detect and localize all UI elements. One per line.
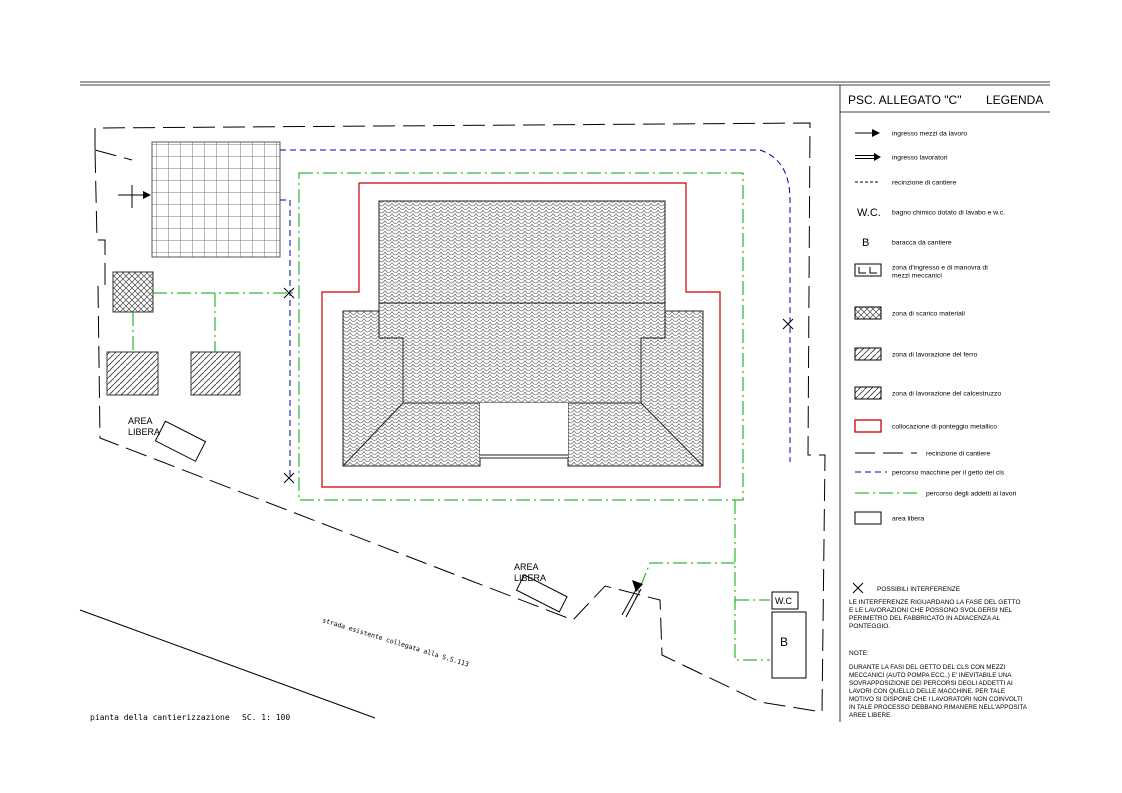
interference-cross-icon xyxy=(284,473,294,483)
free-area xyxy=(155,421,205,461)
legend-item xyxy=(855,131,967,138)
legend-item xyxy=(855,420,997,432)
legend-label: percorso degli addetti ai lavori xyxy=(926,490,1017,498)
legend-item xyxy=(862,237,952,249)
plan-scale: SC. 1: 100 xyxy=(242,713,291,722)
building-roof xyxy=(343,201,703,466)
note-line: AREE LIBERE. xyxy=(849,712,893,719)
note-line: MOTIVO SI DISPONE CHE I LAVORATORI NON COINVOLTI xyxy=(849,696,1023,703)
site-hut-label: B xyxy=(780,635,789,649)
road-label: strada esistente collegata alla S.S.113 xyxy=(321,616,470,669)
interference-line: PONTEGGIO. xyxy=(849,623,891,630)
cross-hatch-icon xyxy=(855,307,881,319)
free-area-label: LIBERA xyxy=(128,427,161,437)
legend-item xyxy=(855,451,990,458)
interference-note xyxy=(849,583,1021,630)
interference-line: LE INTERFERENZE RIGUARDANO LA FASE DEL GETTO xyxy=(849,599,1021,606)
legend-label: collocazione di ponteggio metallico xyxy=(892,423,998,431)
legend-label: zona d'ingresso e di manovra di xyxy=(892,264,988,272)
interference-title: POSSIBILI INTERFERENZE xyxy=(877,586,961,593)
legend-label: zona di lavorazione del ferro xyxy=(892,351,978,359)
legend xyxy=(855,131,1017,525)
free-area-icon xyxy=(855,512,881,524)
scaffolding-icon xyxy=(855,420,881,432)
plan-caption: pianta della cantierizzazione xyxy=(90,713,230,722)
interference-line: PERIMETRO DEL FABBRICATO IN ADIACENZA AL xyxy=(849,615,1001,622)
entry-manoeuvre-zone xyxy=(152,142,280,257)
legend-item xyxy=(855,348,978,360)
note-line: LAVORI CON QUELLO DELLE MACCHINE. PER TALE xyxy=(849,688,1006,695)
legend-label: zona di scarico materiali xyxy=(892,310,965,318)
legend-item xyxy=(855,470,1005,477)
legend-label: area libera xyxy=(892,515,925,523)
double-arrow-icon xyxy=(855,153,881,161)
concrete-machine-path xyxy=(280,200,290,480)
site-hut xyxy=(772,612,806,678)
interference-cross-icon xyxy=(783,319,793,329)
legend-item xyxy=(855,387,1001,399)
legend-label: baracca da cantiere xyxy=(892,239,952,247)
worker-entry-arrow-icon xyxy=(622,580,643,617)
interference-line: E LE LAVORAZIONI CHE POSSONO SVOLGERSI NEL xyxy=(849,607,1013,614)
free-area-label: LIBERA xyxy=(514,573,547,583)
legend-item xyxy=(855,491,1017,498)
note-line: SOVRAPPOSIZIONE DEI PERCORSI DEGLI ADDETTI AI xyxy=(849,680,1013,687)
interference-cross-icon xyxy=(853,583,863,593)
note-line: IN TALE PROCESSO DEBBANO RIMANERE NELL'APPOSITA xyxy=(849,704,1027,711)
wc-symbol: W.C. xyxy=(857,207,881,219)
grid-zone-icon xyxy=(855,264,881,276)
site-fence xyxy=(95,150,132,160)
diagonal-hatch-icon xyxy=(855,387,881,399)
legend-label: zona di lavorazione del calcestruzzo xyxy=(892,390,1002,398)
wc-label: W.C xyxy=(775,596,792,606)
legend-item xyxy=(857,207,1005,219)
notes-block xyxy=(849,650,1028,719)
free-area-label: AREA xyxy=(514,562,539,572)
legend-label: bagno chimico dotato di lavabo e w.c. xyxy=(892,209,1005,217)
legend-label: recinzione di cantiere xyxy=(926,450,991,458)
baracca-symbol: B xyxy=(862,237,870,249)
unloading-zone xyxy=(113,272,153,312)
legend-title: LEGENDA xyxy=(986,93,1044,107)
concrete-work-zone xyxy=(191,352,240,395)
note-line: DURANTE LA FASI DEL GETTO DEL CLS CON MEZZI xyxy=(849,664,1006,671)
legend-item xyxy=(855,512,924,524)
iron-work-zone xyxy=(107,352,158,395)
notes-title: NOTE: xyxy=(849,650,869,657)
legend-item xyxy=(855,180,956,187)
legend-label: ingresso lavoratori xyxy=(892,154,948,162)
legend-label: percorso macchine per il getto del cls xyxy=(892,469,1005,477)
legend-label: recinzione di cantiere xyxy=(892,179,957,187)
legend-item xyxy=(855,307,965,319)
legend-item xyxy=(855,153,948,162)
legend-label: ingresso mezzi da lavoro xyxy=(892,130,968,138)
legend-label: mezzi meccanici xyxy=(892,272,942,280)
diagonal-hatch-icon xyxy=(855,348,881,360)
legend-item xyxy=(855,264,988,280)
free-area-label: AREA xyxy=(128,416,153,426)
note-line: MECCANICI (AUTO POMPA ECC..) E' INEVITABILE UNA xyxy=(849,672,1012,679)
sheet-title: PSC. ALLEGATO "C" xyxy=(848,93,962,107)
